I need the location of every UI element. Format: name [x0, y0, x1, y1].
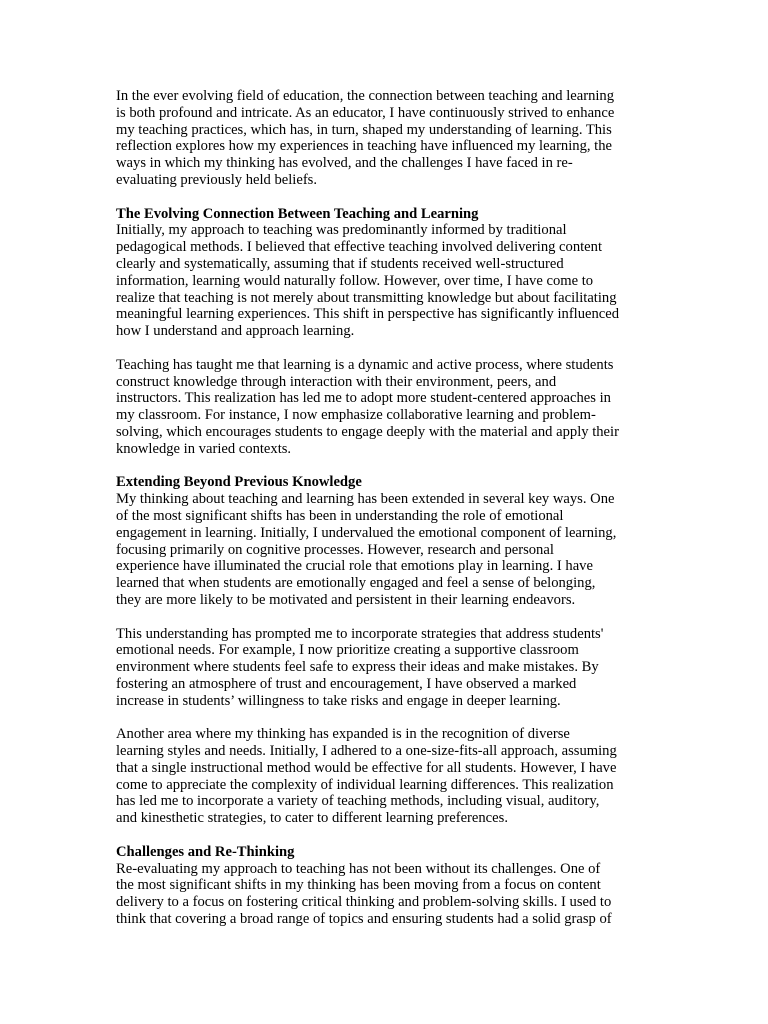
- text-line: has led me to incorporate a variety of teaching methods, including visual, auditory,: [116, 793, 600, 810]
- text-line: is both profound and intricate. As an educator, I have continuously strived to enhance: [116, 104, 615, 121]
- text-line: meaningful learning experiences. This shift in perspective has significantly influenced: [116, 306, 620, 323]
- paragraph: [116, 861, 656, 928]
- text-line: and kinesthetic strategies, to cater to different learning preferences.: [116, 810, 508, 827]
- text-line: clearly and systematically, assuming that if students received well-structured: [116, 255, 564, 272]
- text-line: delivery to a focus on fostering critical thinking and problem-solving skills. I used to: [116, 894, 612, 911]
- text-line: experience have illuminated the crucial role that emotions play in learning. I have: [116, 558, 593, 575]
- paragraph: [116, 726, 656, 827]
- text-line: knowledge in varied contexts.: [116, 440, 292, 457]
- text-line: environment where students feel safe to express their ideas and make mistakes. By: [116, 659, 599, 676]
- text-line: learning styles and needs. Initially, I adhered to a one-size-fits-all approach, assuming: [116, 743, 617, 760]
- text-line: realize that teaching is not merely about transmitting knowledge but about facilitating: [116, 289, 617, 306]
- paragraph: [116, 626, 656, 710]
- section-heading: Challenges and Re-Thinking: [116, 843, 295, 860]
- paragraph: [116, 491, 656, 609]
- text-line: Re-evaluating my approach to teaching has not been without its challenges. One of: [116, 860, 601, 877]
- text-line: Another area where my thinking has expanded is in the recognition of diverse: [116, 726, 570, 743]
- text-line: come to appreciate the complexity of individual learning differences. This realization: [116, 776, 614, 793]
- text-line: increase in students’ willingness to take risks and engage in deeper learning.: [116, 692, 561, 709]
- text-line: This understanding has prompted me to incorporate strategies that address students': [116, 625, 604, 642]
- text-line: they are more likely to be motivated and persistent in their learning endeavors.: [116, 591, 576, 608]
- text-line: learned that when students are emotionally engaged and feel a sense of belonging,: [116, 575, 596, 592]
- text-line: pedagogical methods. I believed that effective teaching involved delivering content: [116, 239, 603, 256]
- text-line: of the most significant shifts has been in understanding the role of emotional: [116, 507, 564, 524]
- paragraph: [116, 357, 656, 458]
- text-line: solving, which encourages students to engage deeply with the material and apply their: [116, 423, 619, 440]
- text-line: think that covering a broad range of topics and ensuring students had a solid grasp of: [116, 911, 612, 928]
- text-line: how I understand and approach learning.: [116, 323, 355, 340]
- text-line: In the ever evolving field of education, the connection between teaching and learning: [116, 88, 615, 104]
- text-line: that a single instructional method would be effective for all students. However, I have: [116, 759, 617, 776]
- section: [116, 474, 656, 608]
- text-line: my classroom. For instance, I now emphasize collaborative learning and problem-: [116, 407, 596, 424]
- section: [116, 844, 656, 928]
- text-line: My thinking about teaching and learning has been extended in several key ways. One: [116, 491, 615, 508]
- paragraph-block: [116, 626, 656, 710]
- text-line: emotional needs. For example, I now prioritize creating a supportive classroom: [116, 642, 579, 659]
- text-line: construct knowledge through interaction with their environment, peers, and: [116, 373, 557, 390]
- section: [116, 206, 656, 340]
- text-line: instructors. This realization has led me to adopt more student-centered approaches in: [116, 390, 611, 407]
- paragraph-block: [116, 726, 656, 827]
- text-line: fostering an atmosphere of trust and encouragement, I have observed a marked: [116, 675, 577, 692]
- text-line: my teaching practices, which has, in turn, shaped my understanding of learning. This: [116, 121, 612, 138]
- paragraph: [116, 222, 656, 340]
- paragraph-block: [116, 357, 656, 458]
- section-heading: The Evolving Connection Between Teaching and Learning: [116, 205, 479, 222]
- paragraph-block: [116, 88, 656, 189]
- text-line: Initially, my approach to teaching was predominantly informed by traditional: [116, 222, 567, 239]
- text-line: information, learning would naturally follow. However, over time, I have come to: [116, 272, 594, 289]
- text-line: the most significant shifts in my thinking has been moving from a focus on content: [116, 877, 601, 894]
- document-page: [116, 88, 656, 945]
- text-line: engagement in learning. Initially, I undervalued the emotional component of learning,: [116, 524, 617, 541]
- text-line: Teaching has taught me that learning is a dynamic and active process, where students: [116, 356, 614, 373]
- paragraph: [116, 88, 656, 189]
- text-line: evaluating previously held beliefs.: [116, 171, 318, 188]
- text-line: focusing primarily on cognitive processes. However, research and personal: [116, 541, 554, 558]
- text-line: reflection explores how my experiences in teaching have influenced my learning, the: [116, 138, 612, 155]
- section-heading: Extending Beyond Previous Knowledge: [116, 474, 362, 491]
- text-line: ways in which my thinking has evolved, and the challenges I have faced in re-: [116, 155, 573, 172]
